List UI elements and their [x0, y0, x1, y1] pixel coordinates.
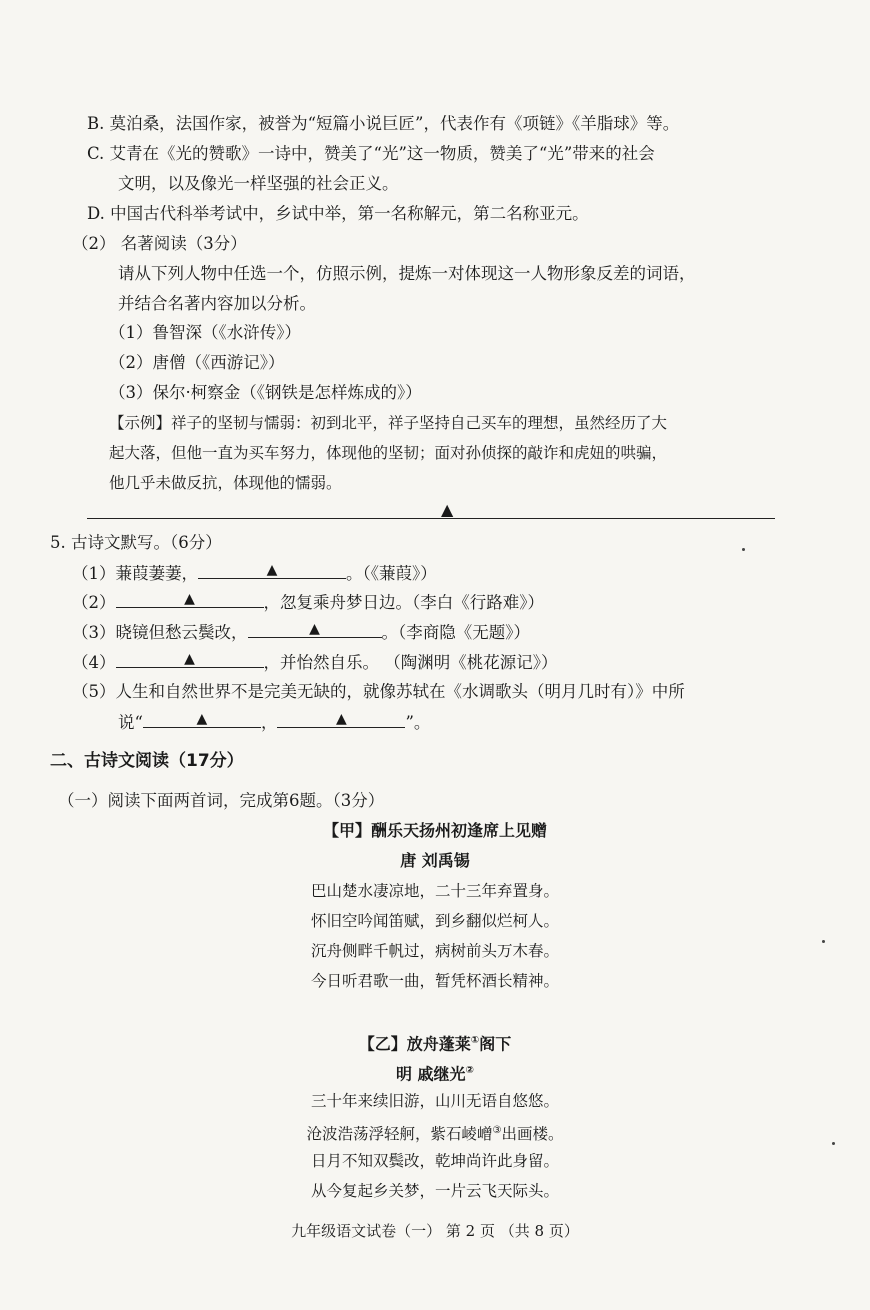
q5-line2 — [72, 591, 544, 614]
fill-blank[interactable] — [116, 591, 264, 608]
q5-line5-prefix: 说“ — [118, 713, 143, 732]
poem-a-line: 巴山楚水凄凉地，二十三年弃置身。 — [310, 882, 559, 900]
reading-item-1: （1）鲁智深（《水浒传》） — [109, 323, 301, 342]
section2-subheading: （一）阅读下面两首词，完成第6题。（3分） — [58, 791, 385, 810]
blank-mark: ▲ — [266, 562, 278, 578]
example-line1: 【示例】祥子的坚韧与懦弱：初到北平，祥子坚持自己买车的理想，虽然经历了大 — [109, 414, 668, 432]
q5-line2-prefix: （2） — [72, 593, 116, 612]
q5-line3-prefix: （3）晓镜但愁云鬓改， — [72, 623, 248, 642]
example-line2: 起大落，但他一直为买车努力，体现他的坚韧；面对孙侦探的敲诈和虎妞的哄骗， — [109, 444, 668, 462]
option-d: D. 中国古代科举考试中，乡试中举，第一名称解元，第二名称亚元。 — [87, 204, 589, 223]
reading-item-3: （3）保尔·柯察金（《钢铁是怎样炼成的》） — [109, 383, 422, 402]
scan-speck — [742, 548, 745, 551]
fill-blank[interactable] — [248, 621, 382, 638]
example-line3: 他几乎未做反抗，体现他的懦弱。 — [109, 474, 342, 492]
footnote-marker: ② — [465, 1065, 475, 1076]
poem-b-author — [0, 1060, 870, 1085]
q5-line5-suffix: ”。 — [405, 713, 431, 732]
q5-line4-prefix: （4） — [72, 653, 116, 672]
poem-a-line: 今日听君歌一曲，暂凭杯酒长精神。 — [310, 972, 559, 990]
scan-speck — [822, 940, 825, 943]
poem-b-line — [0, 1120, 870, 1145]
q5-line5a: （5）人生和自然世界不是完美无缺的，就像苏轼在《水调歌头（明月几时有）》中所 — [72, 682, 685, 701]
poem-b-line: 三十年来续旧游，山川无语自悠悠。 — [310, 1092, 559, 1110]
q5-line3 — [72, 621, 530, 644]
fill-blank[interactable] — [143, 711, 261, 728]
poem-a-title: 【甲】酬乐天扬州初逢席上见赠 — [322, 821, 547, 840]
blank-mark: ▲ — [309, 621, 320, 637]
blank-mark: ▲ — [184, 591, 195, 607]
q5-line1-suffix: 。（《蒹葭》） — [346, 564, 437, 583]
poem-b-line: 日月不知双鬓改，乾坤尚许此身留。 — [310, 1152, 559, 1170]
q5-line2-suffix: ，忽复乘舟梦日边。（李白《行路难》） — [263, 593, 544, 612]
answer-line — [87, 518, 775, 519]
poem-b-title — [0, 1030, 870, 1055]
q5-line3-suffix: 。（李商隐《无题》） — [381, 623, 530, 642]
page-footer: 九年级语文试卷（一） 第 2 页 （共 8 页） — [291, 1222, 579, 1240]
q5-heading: 5. 古诗文默写。（6分） — [50, 533, 222, 552]
poem-b-title-main: 【乙】放舟蓬莱 — [358, 1034, 471, 1054]
q5-line5b — [118, 711, 430, 734]
blank-mark: ▲ — [336, 711, 347, 727]
q5-line1 — [72, 562, 437, 585]
poem-a-line: 怀旧空吟闻笛赋，到乡翻似烂柯人。 — [310, 912, 559, 930]
q5-line4-suffix: ，并怡然自乐。 （陶渊明《桃花源记》） — [263, 653, 558, 672]
option-b: B. 莫泊桑，法国作家，被誉为“短篇小说巨匠”，代表作有《项链》《羊脂球》等。 — [87, 114, 680, 133]
blank-mark: ▲ — [184, 651, 195, 667]
option-c-line2: 文明，以及像光一样坚强的社会正义。 — [118, 174, 399, 193]
blank-mark: ▲ — [196, 711, 208, 727]
section2-heading: 二、古诗文阅读（17分） — [50, 751, 244, 771]
reading-item-2: （2）唐僧（《西游记》） — [109, 353, 285, 372]
reading-prompt-line2: 并结合名著内容加以分析。 — [118, 294, 316, 313]
answer-mark: ▲ — [441, 500, 454, 519]
q5-line4 — [72, 651, 558, 674]
poem-b-title-end: 阁下 — [479, 1034, 512, 1054]
scan-speck — [832, 1142, 835, 1145]
poem-a-author: 唐 刘禹锡 — [400, 851, 470, 870]
fill-blank[interactable] — [277, 711, 405, 728]
poem-b-line2-end: 出画楼。 — [501, 1125, 564, 1144]
fill-blank[interactable] — [198, 562, 346, 579]
poem-b-author-name: 明 戚继光 — [395, 1064, 466, 1084]
poem-b-line2-start: 沧波浩荡浮轻舸，紫石崚嶒 — [306, 1125, 493, 1144]
reading-prompt-line1: 请从下列人物中任选一个，仿照示例，提炼一对体现这一人物形象反差的词语， — [118, 264, 696, 283]
poem-b-line: 从今复起乡关梦，一片云飞天际头。 — [310, 1182, 559, 1200]
poem-a-line: 沉舟侧畔千帆过，病树前头万木春。 — [310, 942, 559, 960]
reading-heading: （2） 名著阅读（3分） — [72, 234, 247, 253]
fill-blank[interactable] — [116, 651, 264, 668]
q5-line1-prefix: （1）蒹葭萋萋， — [72, 564, 198, 583]
footnote-marker: ③ — [492, 1125, 502, 1136]
footnote-marker: ① — [470, 1035, 480, 1046]
q5-line5-comma: ， — [260, 713, 278, 732]
option-c-line1: C. 艾青在《光的赞歌》一诗中，赞美了“光”这一物质，赞美了“光”带来的社会 — [87, 144, 655, 163]
